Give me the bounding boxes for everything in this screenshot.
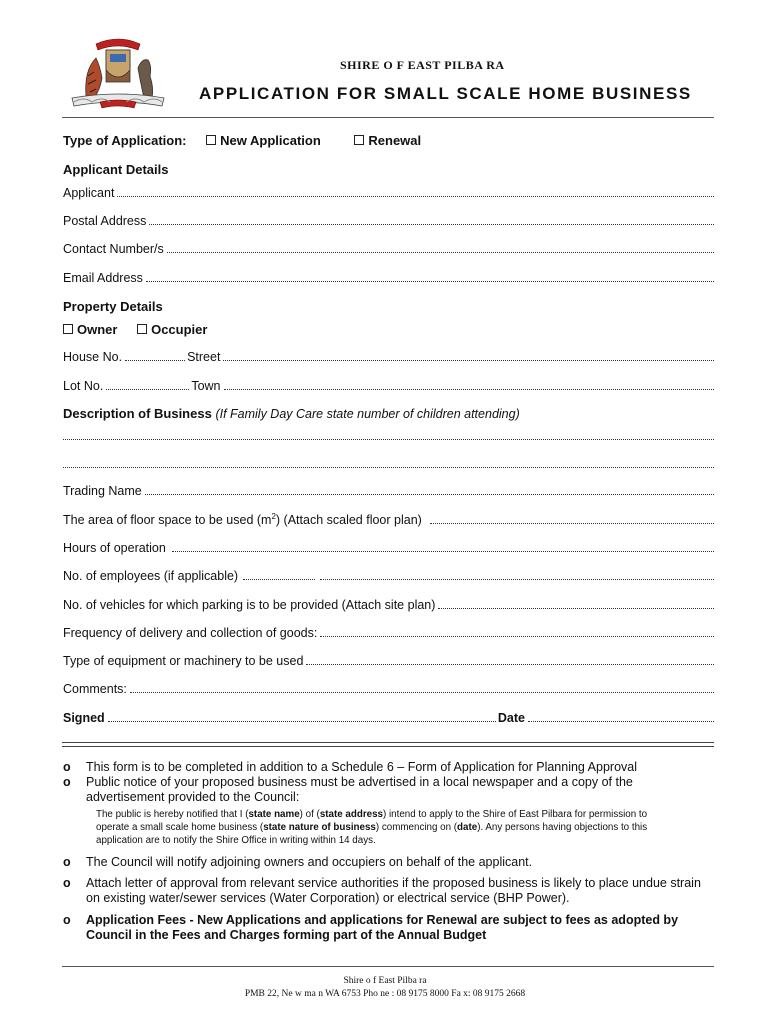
employees-dots-1	[243, 578, 315, 580]
owner-label: Owner	[77, 322, 118, 337]
frequency-field[interactable]	[63, 624, 714, 640]
type-of-application	[63, 133, 421, 148]
description-dots-1	[63, 438, 714, 440]
note-text: Public notice of your proposed business must be advertised in a local newspaper and a copy of the advertisement provided to the Council:	[86, 775, 633, 804]
floor-space-label	[63, 512, 422, 527]
property-details-heading: Property Details	[63, 299, 163, 314]
notice-placeholder: state nature of business	[263, 822, 376, 833]
floor-space-tail: ) (Attach scaled floor plan)	[275, 513, 422, 527]
note-item	[63, 775, 714, 805]
comments-label: Comments:	[63, 682, 127, 696]
description-dots-2	[63, 466, 714, 468]
house-no-dots[interactable]	[125, 359, 185, 361]
header-divider	[62, 117, 714, 118]
postal-address-label: Postal Address	[63, 214, 147, 228]
house-no-label: House No.	[63, 350, 123, 364]
applicant-details-heading: Applicant Details	[63, 162, 169, 177]
comments-field[interactable]	[63, 680, 714, 696]
lot-no-dots[interactable]	[106, 388, 189, 390]
lot-town-field[interactable]	[63, 377, 714, 393]
applicant-field[interactable]	[63, 184, 714, 200]
footer-shire-name: Shire o f East Pilba ra	[343, 976, 427, 986]
new-application-checkbox[interactable]	[206, 135, 216, 145]
notice-text: ) of (	[299, 809, 320, 820]
date-label: Date	[497, 711, 525, 725]
contact-number-label: Contact Number/s	[63, 242, 164, 256]
trading-name-field[interactable]	[63, 482, 714, 498]
postal-address-field[interactable]	[63, 212, 714, 228]
frequency-label: Frequency of delivery and collection of goods:	[63, 626, 318, 640]
equipment-field[interactable]	[63, 652, 714, 668]
notice-text: ) intend to apply to the Shire of East Pilbara for permission to operate a small scale home business (	[96, 809, 648, 833]
postal-address-dots	[149, 223, 714, 225]
lot-no-label: Lot No.	[63, 379, 104, 393]
employees-label: No. of employees (if applicable)	[63, 569, 239, 583]
section-divider	[62, 742, 714, 747]
bullet-icon: o	[63, 913, 71, 927]
floor-space-dots	[430, 522, 714, 524]
street-dots[interactable]	[223, 359, 714, 361]
hours-dots	[172, 550, 714, 552]
email-address-field[interactable]	[63, 269, 714, 285]
floor-space-text: The area of floor space to be used (m	[63, 513, 272, 527]
floor-space-superscript: 2	[271, 511, 276, 521]
occupier-checkbox[interactable]	[137, 324, 147, 334]
contact-number-dots	[167, 251, 714, 253]
type-of-application-label: Type of Application:	[63, 133, 187, 148]
applicant-dots	[117, 195, 714, 197]
employees-dots-2	[320, 578, 714, 580]
renewal-option[interactable]	[354, 133, 421, 148]
public-notice-template	[96, 808, 680, 847]
comments-dots	[130, 691, 714, 693]
house-street-field[interactable]	[63, 348, 714, 364]
note-text: The Council will notify adjoining owners and occupiers on behalf of the applicant.	[86, 855, 533, 869]
vehicles-field[interactable]	[63, 596, 714, 612]
page-title: APPLICATION FOR SMALL SCALE HOME BUSINESS	[199, 84, 692, 103]
hours-label: Hours of operation	[63, 541, 166, 555]
note-item	[63, 855, 714, 870]
new-application-option[interactable]	[206, 133, 321, 148]
owner-checkbox[interactable]	[63, 324, 73, 334]
description-heading-text: Description of Business	[63, 406, 212, 421]
shire-name: SHIRE O F EAST PILBA RA	[340, 58, 505, 72]
notice-placeholder: state name	[248, 809, 300, 820]
town-dots[interactable]	[224, 388, 715, 390]
notice-placeholder: state address	[319, 809, 383, 820]
equipment-label: Type of equipment or machinery to be used	[63, 654, 304, 668]
employees-field[interactable]	[63, 567, 714, 583]
bullet-icon: o	[63, 855, 71, 869]
vehicles-dots	[438, 607, 714, 609]
note-item	[63, 876, 714, 906]
town-label: Town	[191, 379, 221, 393]
notice-text: ) commencing on (	[375, 822, 458, 833]
notice-text: The public is hereby notified that I (	[96, 809, 249, 820]
occupier-label: Occupier	[151, 322, 208, 337]
footer	[0, 975, 770, 1001]
description-line-1[interactable]	[63, 427, 714, 443]
trading-name-dots	[145, 493, 714, 495]
email-address-dots	[146, 280, 714, 282]
bullet-icon: o	[63, 760, 71, 774]
owner-occupier-options	[63, 322, 207, 337]
trading-name-label: Trading Name	[63, 484, 142, 498]
note-text: Application Fees - New Applications and applications for Renewal are subject to fees as adopted by Council in the Fees and Charges forming part of the Annual Budget	[86, 913, 679, 942]
applicant-label: Applicant	[63, 186, 115, 200]
renewal-label: Renewal	[368, 133, 422, 148]
description-heading	[63, 406, 520, 421]
owner-option[interactable]	[63, 322, 117, 337]
notice-text: ). Any persons having objections to this application are to notify the Shire Office in writing within 14 days.	[96, 822, 648, 846]
new-application-label: New Application	[220, 133, 321, 148]
shire-crest-logo	[66, 36, 170, 112]
signed-label: Signed	[63, 711, 105, 725]
note-item	[63, 760, 714, 775]
signed-date-field[interactable]	[63, 709, 714, 725]
frequency-dots	[320, 635, 714, 637]
footer-divider	[62, 966, 714, 967]
bullet-icon: o	[63, 775, 71, 789]
note-text: This form is to be completed in addition to a Schedule 6 – Form of Application for Planning Approval	[86, 760, 638, 774]
bullet-icon: o	[63, 876, 71, 890]
floor-space-field[interactable]	[63, 511, 714, 527]
description-heading-note: (If Family Day Care state number of children attending)	[215, 407, 520, 421]
equipment-dots	[306, 663, 714, 665]
vehicles-label: No. of vehicles for which parking is to be provided (Attach site plan)	[63, 598, 436, 612]
renewal-checkbox[interactable]	[354, 135, 364, 145]
email-address-label: Email Address	[63, 271, 143, 285]
note-text: Attach letter of approval from relevant service authorities if the proposed business is likely to place undue strain on existing water/sewer services (Water Corporation) or electrical service (BHP Power).	[86, 876, 701, 905]
date-dots[interactable]	[528, 720, 714, 722]
street-label: Street	[187, 350, 221, 364]
contact-number-field[interactable]	[63, 240, 714, 256]
occupier-option[interactable]	[137, 322, 207, 337]
description-line-2[interactable]	[63, 455, 714, 471]
notice-placeholder: date	[457, 822, 478, 833]
note-item-fees	[63, 913, 714, 943]
footer-contact: PMB 22, Ne w ma n WA 6753 Pho ne : 08 9175 8000 Fa x: 08 9175 2668	[244, 989, 526, 999]
hours-field[interactable]	[63, 539, 714, 555]
signed-dots[interactable]	[108, 720, 496, 722]
